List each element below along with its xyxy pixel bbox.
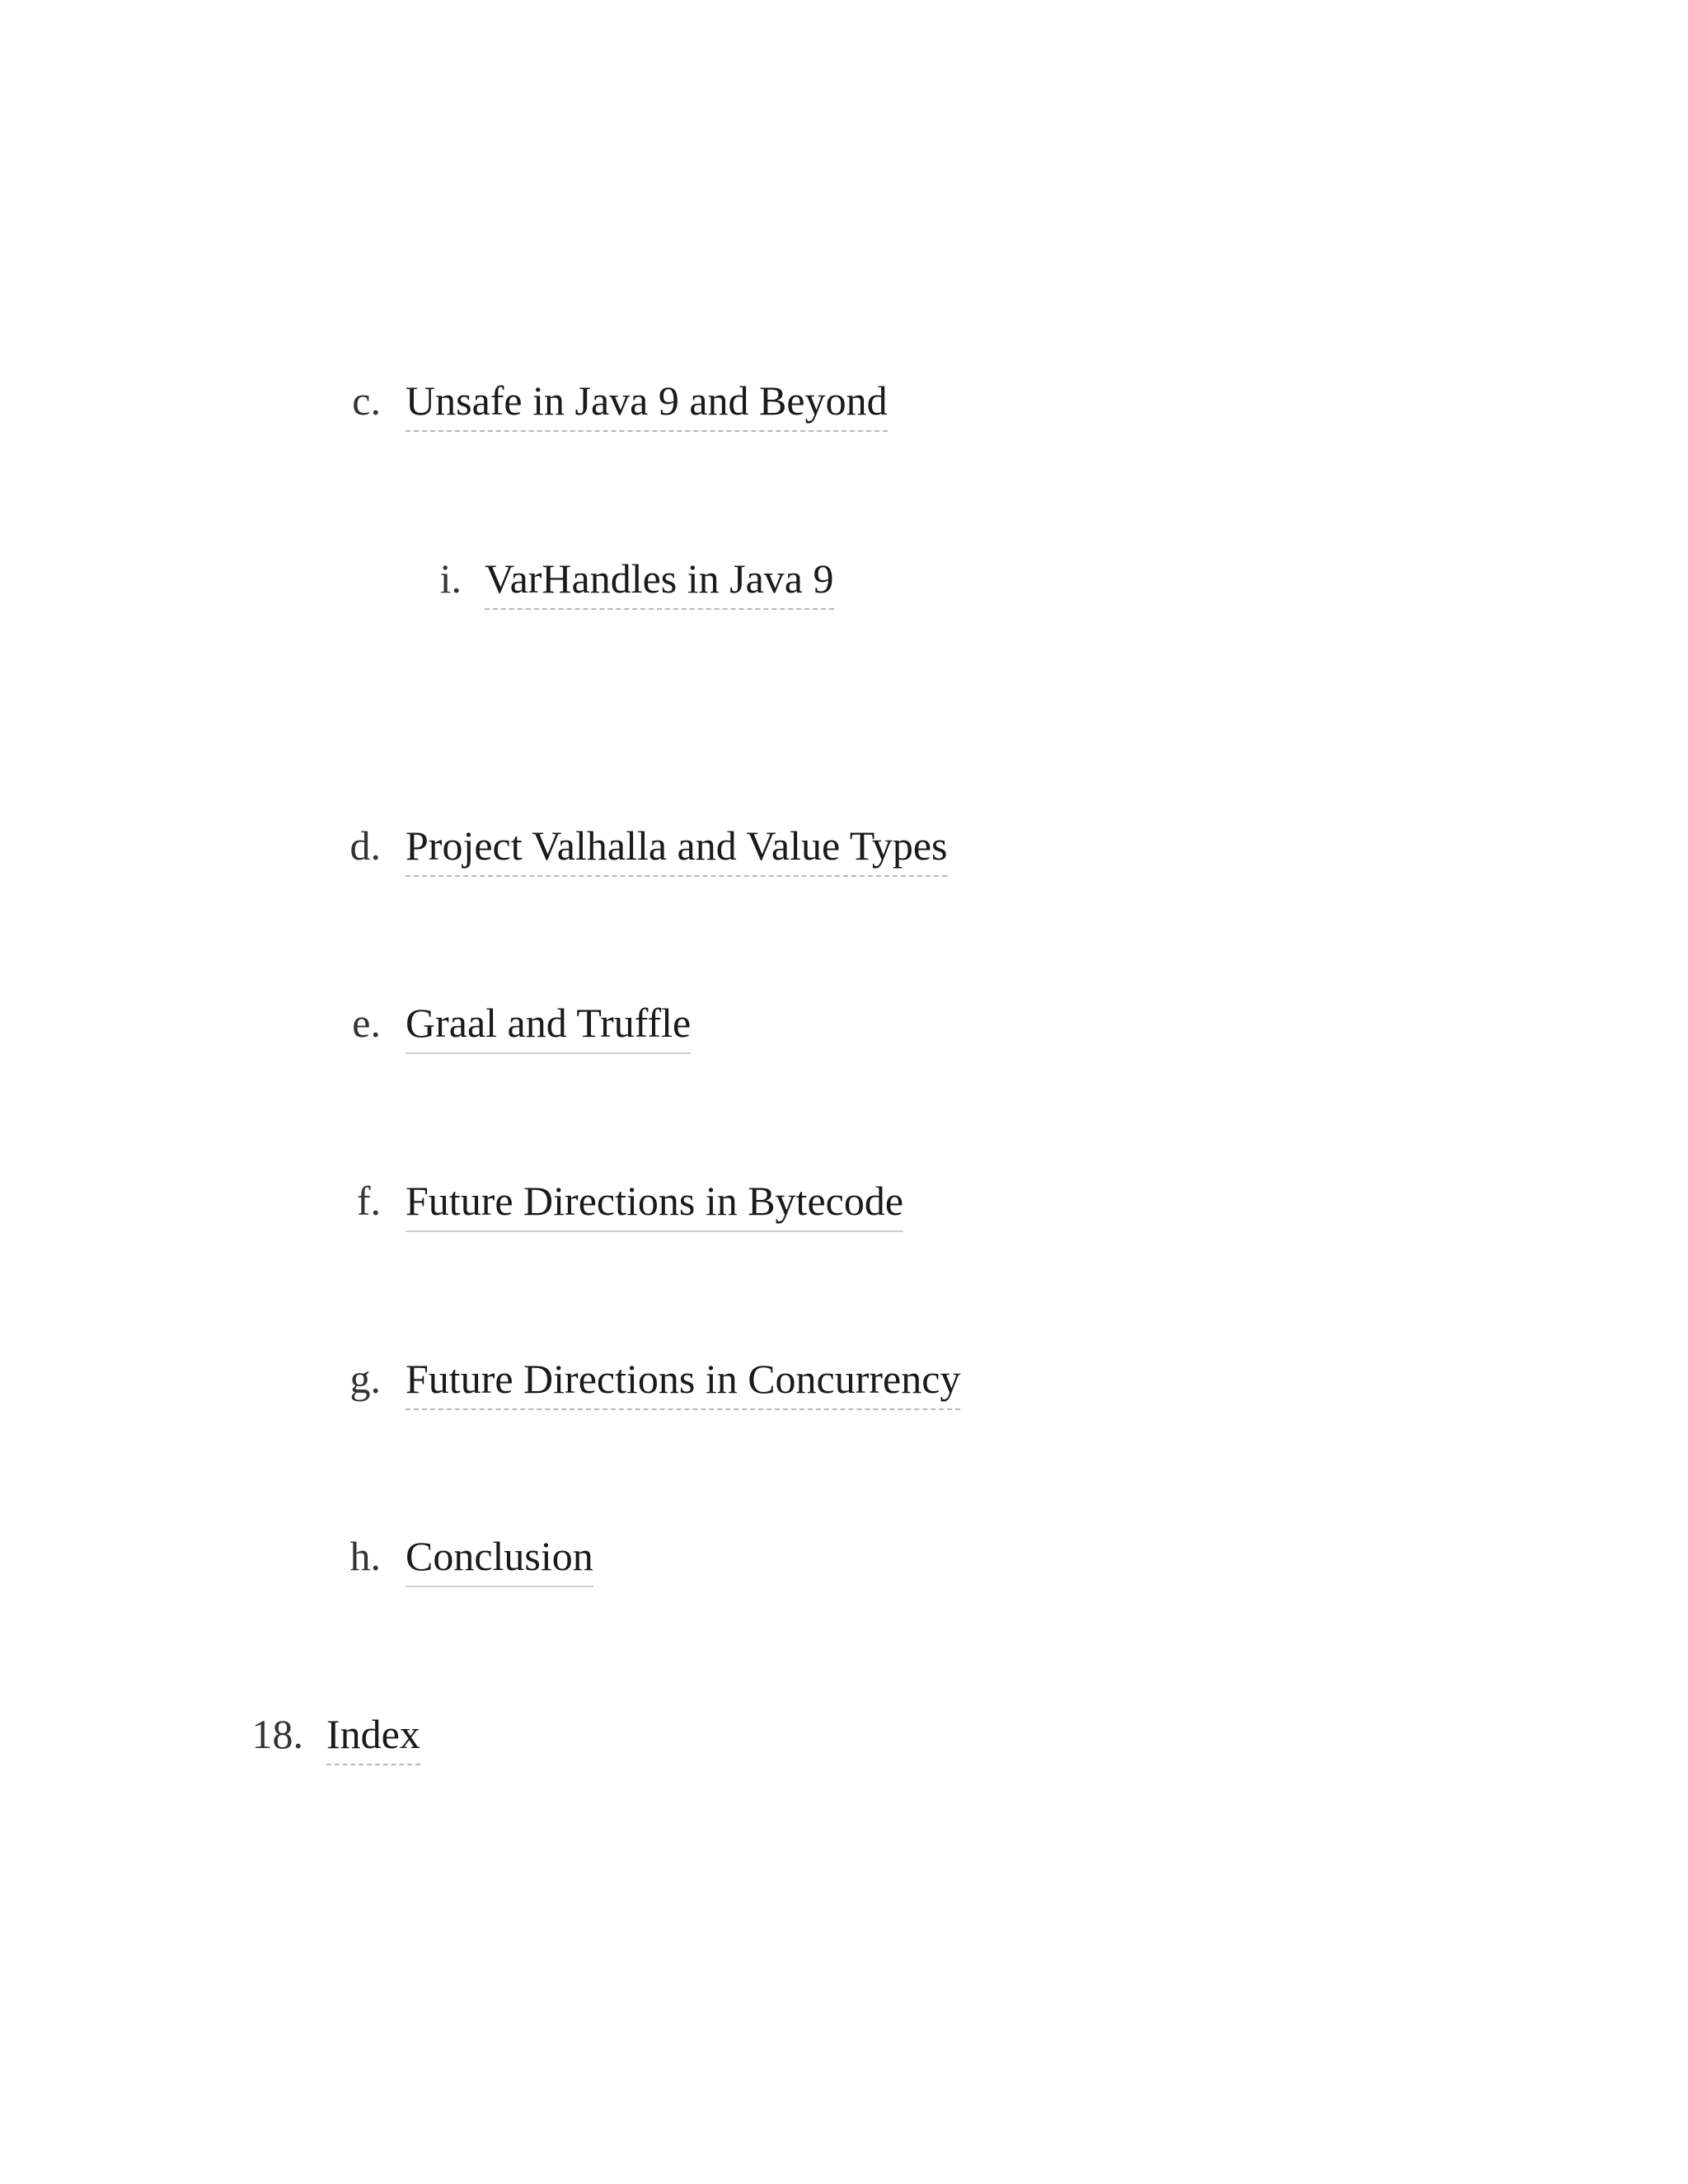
toc-link-unsafe-java-9[interactable]: Unsafe in Java 9 and Beyond	[406, 371, 888, 432]
toc-link-index[interactable]: Index	[326, 1704, 420, 1765]
toc-link-concurrency[interactable]: Future Directions in Concurrency	[406, 1349, 960, 1410]
toc-link-varhandles[interactable]: VarHandles in Java 9	[485, 549, 834, 610]
toc-link-conclusion[interactable]: Conclusion	[406, 1526, 593, 1587]
list-marker: c.	[352, 377, 381, 424]
list-marker: 18.	[251, 1711, 303, 1757]
list-marker: g.	[349, 1356, 381, 1402]
list-marker: h.	[349, 1533, 381, 1579]
toc-link-graal-truffle[interactable]: Graal and Truffle	[406, 993, 691, 1054]
list-marker: d.	[349, 823, 381, 869]
list-marker: i.	[439, 555, 462, 602]
toc-link-project-valhalla[interactable]: Project Valhalla and Value Types	[406, 816, 947, 877]
list-marker: f.	[356, 1178, 381, 1224]
toc-link-bytecode[interactable]: Future Directions in Bytecode	[406, 1171, 903, 1232]
list-marker: e.	[352, 1000, 381, 1046]
